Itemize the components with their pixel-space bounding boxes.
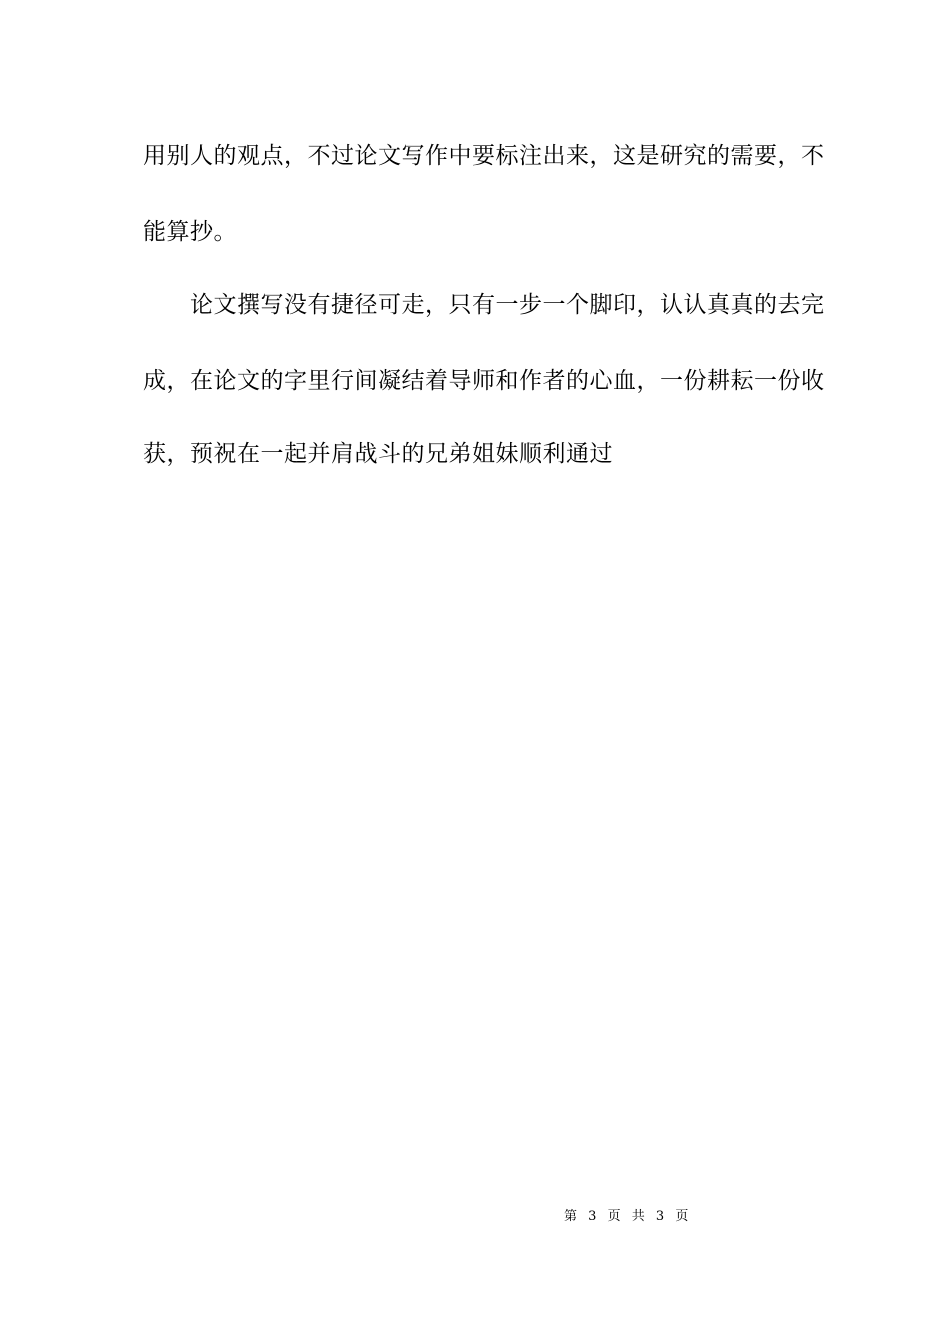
footer-ye-total: 页	[675, 1209, 689, 1224]
paragraph-line-2: 能算抄。	[143, 219, 237, 245]
footer-di: 第	[564, 1209, 578, 1224]
paragraph-line-1: 用别人的观点，不过论文写作中要标注出来，这是研究的需要，不	[143, 143, 825, 169]
total-pages-number: 3	[655, 1209, 665, 1224]
paragraph-line-4: 成，在论文的字里行间凝结着导师和作者的心血，一份耕耘一份收	[143, 368, 825, 394]
footer-gong: 共	[631, 1209, 645, 1224]
page-number	[564, 1208, 688, 1226]
current-page-number: 3	[588, 1209, 597, 1224]
paragraph-line-5: 获，预祝在一起并肩战斗的兄弟姐妹顺利通过	[143, 441, 613, 467]
paragraph-line-3: 论文撰写没有捷径可走，只有一步一个脚印，认认真真的去完	[190, 292, 825, 318]
footer-ye: 页	[607, 1209, 621, 1224]
